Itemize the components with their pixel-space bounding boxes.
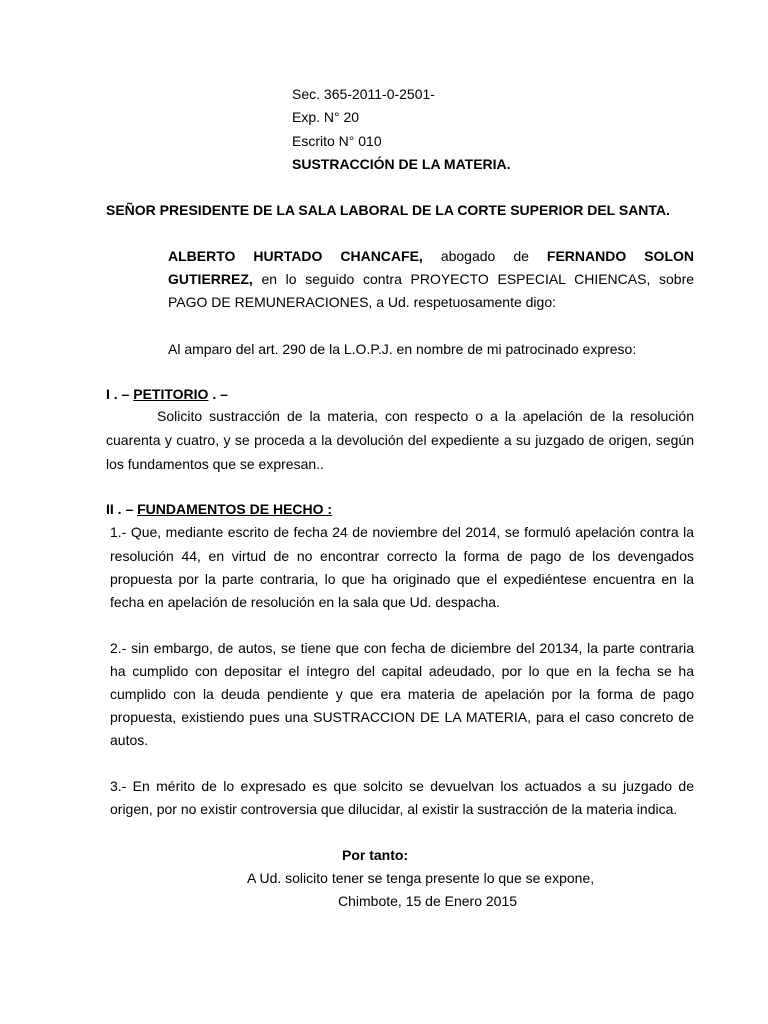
fundamento-1-line: propuesta por la parte contraria, lo que ha originado que el expediéntese encuentra en la xyxy=(110,571,694,587)
petitorio-line: Solicito sustracción de la materia, con respecto o a la apelación de la resolución xyxy=(157,408,694,424)
abogado-de-text: abogado de xyxy=(440,248,529,264)
file-number: Exp. N° 20 xyxy=(292,109,360,125)
fundamento-2-line: propuesta, existiendo pues una SUSTRACCION DE LA MATERIA, para el caso concreto de xyxy=(110,709,694,725)
intro-line-1 xyxy=(168,248,694,264)
client-name: FERNANDO SOLON xyxy=(546,248,694,264)
petitorio-line: los fundamentos que se expresan.. xyxy=(106,456,324,472)
brief-number: Escrito N° 010 xyxy=(292,133,382,149)
fundamento-3-line: 3.- En mérito de lo expresado es que solcito se devuelvan los actuados a su juzgado de xyxy=(110,778,694,794)
fundamentos-heading xyxy=(106,501,332,517)
por-tanto-heading: Por tanto: xyxy=(342,847,409,863)
addressee-line: SEÑOR PRESIDENTE DE LA SALA LABORAL DE LA CORTE SUPERIOR DEL SANTA. xyxy=(106,202,670,218)
legal-basis-line: Al amparo del art. 290 de la L.O.P.J. en nombre de mi patrocinado expreso: xyxy=(168,341,637,357)
intro-line-2 xyxy=(168,271,694,287)
closing-request: A Ud. solicito tener se tenga presente lo que se expone, xyxy=(247,870,595,886)
petitorio-prefix: I . – xyxy=(106,386,134,402)
petitorio-suffix: . – xyxy=(208,386,228,402)
fundamento-2-line: autos. xyxy=(110,732,149,748)
fundamento-1-line: 1.- Que, mediante escrito de fecha 24 de noviembre del 2014, se formuló apelación contra la xyxy=(110,524,694,540)
lawyer-name: ALBERTO HURTADO CHANCAFE, xyxy=(168,248,423,264)
case-number: Sec. 365-2011-0-2501- xyxy=(292,86,435,102)
fundamento-2-line: ha cumplido con depositar el íntegro del capital adeudado, por lo que en la fecha se ha xyxy=(110,663,694,679)
petitorio-title: PETITORIO xyxy=(133,386,209,402)
fundamentos-prefix: II . – xyxy=(106,501,138,517)
petitorio-line: cuarenta y cuatro, y se proceda a la devolución del expediente a su juzgado de origen, según xyxy=(106,432,694,448)
place-and-date: Chimbote, 15 de Enero 2015 xyxy=(338,893,518,909)
fundamento-1-line: resolución 44, en virtud de no encontrar correcto la forma de pago de los devengados xyxy=(110,548,694,564)
fundamento-3-line: origen, por no existir controversia que dilucidar, al existir la sustracción de la materia indica. xyxy=(110,801,678,817)
fundamento-2-line: 2.- sin embargo, de autos, se tiene que con fecha de diciembre del 20134, la parte contraria xyxy=(110,640,694,656)
client-surname: GUTIERREZ, xyxy=(168,271,253,287)
intro-line-2-text: en lo seguido contra PROYECTO ESPECIAL CHIENCAS, sobre xyxy=(261,271,695,287)
intro-line-3: PAGO DE REMUNERACIONES, a Ud. respetuosamente digo: xyxy=(168,294,556,310)
fundamentos-title: FUNDAMENTOS DE HECHO : xyxy=(137,501,333,517)
fundamento-1-line: fecha en apelación de resolución en la sala que Ud. despacha. xyxy=(110,594,500,610)
fundamento-2-line: cumplido con la deuda pendiente y que era materia de apelación por la forma de pago xyxy=(110,686,694,702)
petitorio-heading xyxy=(106,386,228,402)
summary-title: SUSTRACCIÓN DE LA MATERIA. xyxy=(292,156,511,172)
